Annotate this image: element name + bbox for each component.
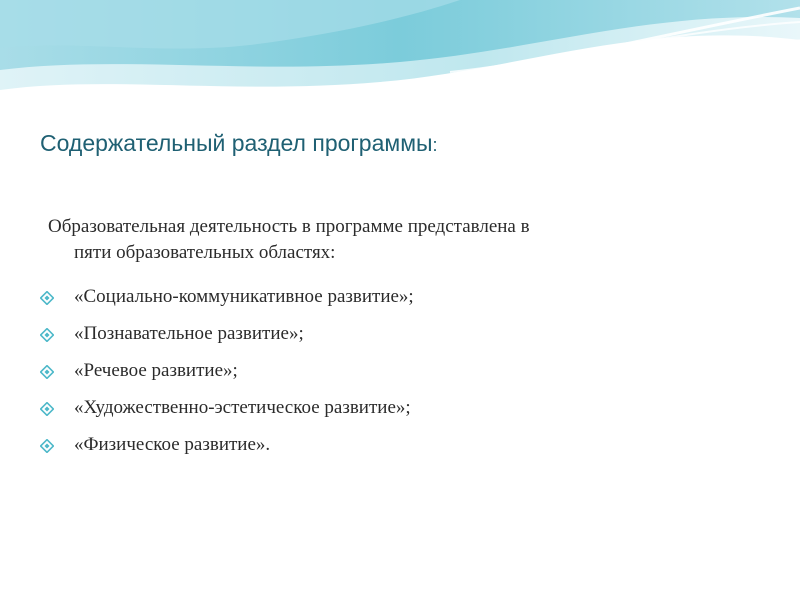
title-colon: : [432,135,438,155]
intro-line-2: пяти образовательных областях: [74,242,336,263]
intro-line-1: Образовательная деятельность в программе представлена в [48,216,530,237]
diamond-bullet-icon [40,402,54,416]
list-item-text: «Художественно-эстетическое развитие»; [74,397,411,418]
slide-title [40,130,438,157]
title-text: Содержательный раздел программы [40,130,433,156]
diamond-bullet-icon [40,439,54,453]
list-item-text: «Социально-коммуникативное развитие»; [74,286,414,307]
diamond-bullet-icon [40,365,54,379]
intro-paragraph [48,214,748,266]
list-item-text: «Речевое развитие»; [74,360,238,381]
diamond-bullet-icon [40,328,54,342]
list-item-text: «Познавательное развитие»; [74,323,304,344]
diamond-bullet-icon [40,291,54,305]
list-item-text: «Физическое развитие». [74,434,271,455]
header-wave-decoration [0,0,800,110]
